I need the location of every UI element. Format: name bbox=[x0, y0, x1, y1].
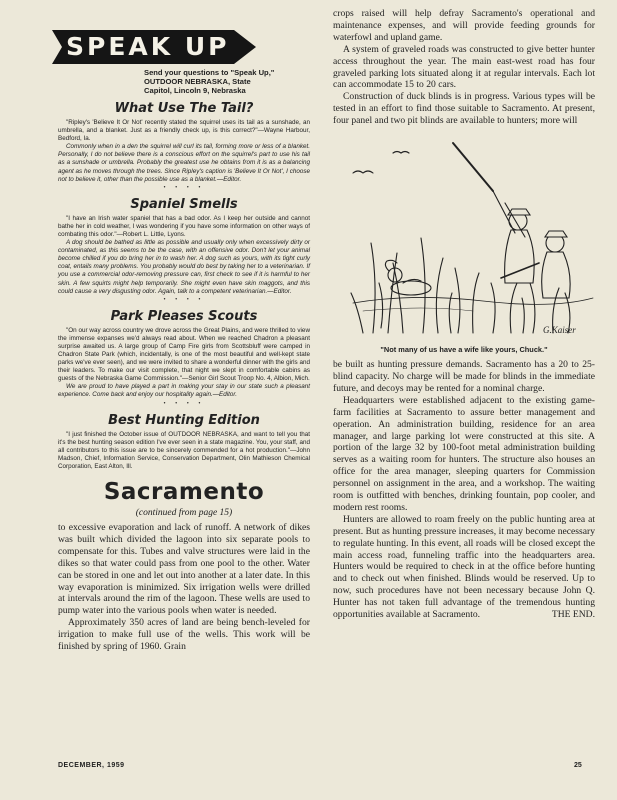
letter-spaniel-smells bbox=[58, 197, 310, 303]
the-end-marker: THE END. bbox=[551, 609, 595, 621]
paragraph: A system of graveled roads was constructed to give better hunter access throughout the year. The main east-west road has four graveled parking lots situated along it at regular intervals. Each lot can accommodate 15 to 20 cars. bbox=[333, 43, 595, 91]
article-right-text-bottom bbox=[333, 359, 595, 621]
artist-signature: G.Kaiser bbox=[543, 325, 576, 336]
page-number: 25 bbox=[574, 762, 582, 769]
left-column bbox=[58, 28, 310, 653]
letter-body: "I have an Irish water spaniel that has a bad odor. As I keep her outside and cannot bathe her in cold weather, I was wondering if you have some information on other ways of combating this odor."—Robert L. Little, Lyons. bbox=[58, 214, 310, 238]
letter-what-use-the-tail bbox=[58, 101, 310, 191]
send-line-1: Send your questions to "Speak Up," bbox=[144, 68, 275, 77]
letter-body: "I just finished the October issue of OUTDOOR NEBRASKA, and want to tell you that it's the best hunting season edition I've ever seen in a state magazine. You, your staff, and all contributors to this issue are to be sincerely commended for a hot production."—John Madson, Chief, Information Service, Conservation Department, Olin Mathieson Chemical Corporation, East Alton, Ill. bbox=[58, 430, 310, 470]
paragraph: Construction of duck blinds is in progress. Various types will be tested in an effort to find those suitable to Sacramento. At present, four panel and two pit blinds are available to hunters; more will bbox=[333, 91, 595, 127]
letter-title: Best Hunting Edition bbox=[108, 412, 260, 428]
letter-title: Park Pleases Scouts bbox=[110, 308, 258, 324]
editor-reply: We are proud to have played a part in making your stay in our state such a pleasant experience. Come back and enjoy our hospitality again.—Editor. bbox=[58, 383, 310, 399]
banner-title: SPEAK UP bbox=[66, 32, 230, 61]
right-column bbox=[333, 8, 595, 621]
send-line-3: Capitol, Lincoln 9, Nebraska bbox=[144, 86, 246, 95]
article-left-text bbox=[58, 522, 310, 653]
article-title: Sacramento bbox=[103, 479, 265, 505]
separator-dots: • • • • bbox=[163, 296, 205, 303]
continued-note: (continued from page 15) bbox=[135, 508, 233, 518]
separator-dots: • • • • bbox=[163, 184, 205, 191]
article-right-text-top bbox=[333, 8, 595, 127]
letter-body: "On our way across country we drove across the Great Plains, and were thrilled to view the immense expanses we'd always read about. When we reached Chadron a pleasant surprise awaited us. A large group of Camp Fire girls from Scottsbluff were camped in Chadron State Park (which, incidentally, is one of the most beautiful and well-kept state parks we've ever seen), and we were invited to share a wonderful dinner with the girls and their leaders. To make our visit complete, that night we slept in comfortable cabins as guests of the Nebraska Game Commission."—Senior Girl Scout Troop No. 4, Albion, Mich. bbox=[58, 326, 310, 383]
paragraph: to excessive evaporation and lack of runoff. A network of dikes was built which divided the lagoon into six separate pools to compensate for this. Tubes and valve structures were laid in the dikes so that water could pass from one pool to the other. Water can be stored in one and let out into another at a later date. In this way evaporation is minimized. Six irrigation wells were drilled at intervals around the rim of the lagoon. These wells are used to pump water into the various pools when water is needed. bbox=[58, 522, 310, 617]
letter-title: What Use The Tail? bbox=[114, 101, 254, 116]
letter-title: Spaniel Smells bbox=[130, 196, 238, 212]
letter-body: "Ripley's 'Believe It Or Not' recently stated the squirrel uses its tail as a sunshade, an umbrella, and a blanket. Just as a friendly check up, is this correct?"—Wayne Harbour, Bedford, Ia. bbox=[58, 119, 310, 143]
send-questions-block bbox=[144, 68, 310, 95]
paragraph bbox=[333, 514, 595, 621]
paragraph: Approximately 350 acres of land are being bench-leveled for irrigation to make full use of the wells. This work will be finished by spring of 1960. Grain bbox=[58, 617, 310, 653]
footer-date: DECEMBER, 1959 bbox=[58, 762, 125, 769]
separator-dots: • • • • bbox=[163, 400, 205, 407]
speak-up-banner bbox=[52, 28, 257, 66]
paragraph: be built as hunting pressure demands. Sacramento has a 20 to 25-blind capacity. No charge will be made for blinds in the immediate future, and decoys may be rented for a nominal charge. bbox=[333, 359, 595, 394]
send-line-2: OUTDOOR NEBRASKA, State bbox=[144, 77, 251, 86]
paragraph: Headquarters were established adjacent to the existing game-farm facilities at Sacramento to assure better management and operation. An administration building, residence for an area manager, and large parking lot were constructed at this site. A portion of the large 32 by 100-foot metal administration building serves as a waiting room for hunters. The structure also houses an office for the area manager, sleeping quarters for Commission personnel on assignment in the area, and a workshop. The waiting room is outfitted with benches, drinking fountain, pop cooler, and modern rest rooms. bbox=[333, 394, 595, 513]
letter-park-pleases-scouts bbox=[58, 309, 310, 407]
editor-reply: A dog should be bathed as little as possible and usually only when excessively dirty or contaminated, as this seems to be the case, with an offensive odor. Don't let your animal become chilled if you do bring her in to wash her. A dog such as yours, with its tight curly coat, entails many problems. You probably would do best by taking her to a veterinarian. If you use a commercial odor-removing pressure can, first check to see if it is harmful to her skin. A few squirts might help temporarily. She might even have skin maggots, and this could cause a very disgusting odor. Again, talk to a competent veterinarian.—Editor. bbox=[58, 239, 310, 295]
hunting-cartoon-illustration bbox=[333, 133, 595, 343]
letter-best-hunting-edition bbox=[58, 413, 310, 471]
cartoon-drawing bbox=[333, 133, 595, 343]
cartoon-caption: "Not many of us have a wife like yours, Chuck." bbox=[380, 345, 548, 355]
editor-reply: Commonly when in a den the squirrel will curl its tail, forming more or less of a blanket. Personally, I do not believe there is a conscious effort on the squirrel's part to use his tail as a sunshade or umbrella. Probably the greatest use he obtains from it is as a balancing agent as he moves through the trees. Since Ripley's caption is 'Believe It Or Not', I choose not to believe it, other than the possible use as a blanket.—Editor. bbox=[58, 143, 310, 183]
paragraph-text: Hunters are allowed to roam freely on the public hunting area at present. But as hunting pressure increases, it may become necessary to regulate hunting. In this event, all roads will be closed except the main access road, funneling traffic into the headquarters area. Hunters would be required to check in at the office before hunting and to check out when finished. Blinds would be reserved. Up to now, such procedures have not been necessary because John Q. Hunter has not taken full advantage of the tremendous hunting opportunities available at Sacramento. bbox=[333, 513, 595, 621]
paragraph: crops raised will help defray Sacramento's operational and maintenance expenses, and will provide feeding grounds for waterfowl and upland game. bbox=[333, 8, 595, 43]
